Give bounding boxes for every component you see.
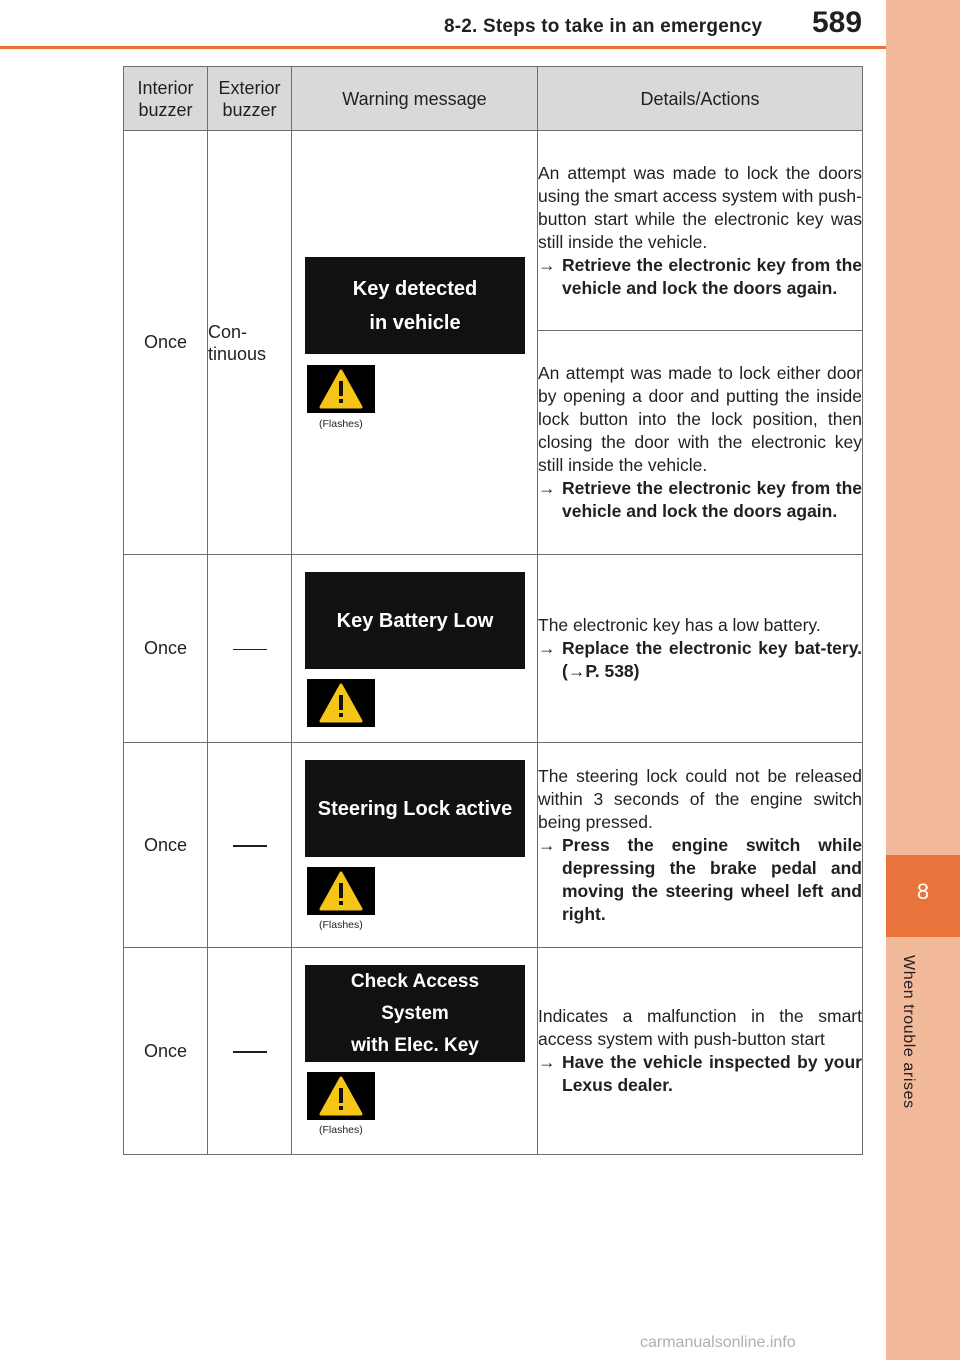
warning-message-cell	[292, 555, 538, 743]
action-text: Retrieve the electronic key from the vehicle and lock the doors again.	[562, 478, 862, 521]
col-exterior-buzzer: Exterior buzzer	[208, 67, 292, 131]
details-cell	[538, 331, 863, 555]
display-key-battery-low	[305, 572, 525, 669]
warning-message-cell	[292, 743, 538, 948]
arrow-icon: →	[538, 834, 556, 855]
chapter-box	[886, 855, 960, 937]
warning-triangle-icon	[307, 867, 375, 915]
action-line	[538, 637, 862, 683]
section-title: 8-2. Steps to take in an emergency	[444, 16, 763, 37]
details-text: The steering lock could not be released within 3 seconds of the engine switch being pressed.	[538, 765, 862, 832]
display-line: Steering Lock active	[317, 797, 513, 820]
display-check-access	[305, 965, 525, 1062]
chapter-title: When trouble arises	[900, 955, 917, 1109]
arrow-icon: →	[538, 638, 556, 658]
page-number: 589	[812, 6, 863, 39]
arrow-icon: →	[538, 1052, 556, 1072]
table-row	[124, 743, 863, 948]
display-key-detected	[305, 257, 525, 354]
chapter-number: 8	[916, 879, 930, 904]
warning-table	[123, 66, 863, 1155]
action-line	[538, 254, 862, 300]
exterior-buzzer-cell	[208, 131, 292, 555]
display-steering-lock	[305, 760, 525, 857]
display-line: in vehicle	[369, 311, 461, 334]
display-line: with Elec. Key	[351, 1034, 479, 1056]
watermark: carmanualsonline.info	[640, 1334, 796, 1351]
dash-mark	[233, 649, 267, 651]
action-text: Press the engine switch while depressing the brake pedal and moving the steering wheel left and right.	[562, 834, 862, 924]
action-text: Retrieve the electronic key from the vehicle and lock the doors again.	[562, 254, 862, 298]
exterior-buzzer-cell	[208, 948, 292, 1155]
interior-buzzer-cell: Once	[124, 948, 208, 1155]
arrow-icon: →	[538, 478, 556, 498]
warning-triangle-icon	[307, 1072, 375, 1120]
display-line: System	[381, 1002, 449, 1024]
display-line: Check Access	[350, 970, 480, 992]
table-row	[124, 948, 863, 1155]
col-details: Details/Actions	[538, 67, 863, 131]
header-rule	[0, 46, 886, 49]
dash-mark	[233, 1051, 267, 1053]
interior-buzzer-cell: Once	[124, 743, 208, 948]
display-line: Key Battery Low	[336, 609, 494, 632]
interior-buzzer-cell: Once	[124, 131, 208, 555]
side-tab	[886, 0, 960, 1360]
exterior-buzzer-cell	[208, 555, 292, 743]
details-text: Indicates a malfunction in the smart access system with push-button start	[538, 1006, 862, 1049]
table-header-row	[124, 67, 863, 131]
exterior-buzzer-cell	[208, 743, 292, 948]
details-cell	[538, 743, 863, 948]
details-cell	[538, 948, 863, 1155]
warning-message-cell	[292, 948, 538, 1155]
details-text: The electronic key has a low battery.	[538, 615, 821, 635]
exterior-buzzer-text: Con- tinuous	[208, 321, 267, 364]
arrow-icon: →	[538, 254, 556, 275]
details-text: An attempt was made to lock the doors using the smart access system with push-button start while the electronic key was still inside the vehicle.	[538, 162, 862, 252]
flashes-note: (Flashes)	[319, 1124, 363, 1136]
flashes-note: (Flashes)	[319, 919, 363, 931]
details-cell	[538, 555, 863, 743]
flashes-note: (Flashes)	[319, 418, 363, 430]
action-text: Have the vehicle inspected by your Lexus dealer.	[562, 1052, 862, 1095]
warning-message-cell	[292, 131, 538, 555]
col-interior-buzzer: Interior buzzer	[124, 67, 208, 131]
dash-mark	[233, 845, 267, 847]
details-cell	[538, 131, 863, 331]
table-row	[124, 555, 863, 743]
interior-buzzer-cell: Once	[124, 555, 208, 743]
col-warning-message: Warning message	[292, 67, 538, 131]
action-text: Replace the electronic key bat-tery. (→P. 538)	[562, 638, 862, 681]
action-line	[538, 834, 862, 926]
warning-triangle-icon	[307, 679, 375, 727]
display-line: Key detected	[352, 277, 478, 300]
action-line	[538, 1051, 862, 1097]
warning-triangle-icon	[307, 365, 375, 413]
action-line	[538, 477, 862, 523]
details-text: An attempt was made to lock either door by opening a door and putting the inside lock button into the lock position, then closing the door with the electronic key still inside the vehicle.	[538, 363, 862, 475]
table-row	[124, 131, 863, 331]
